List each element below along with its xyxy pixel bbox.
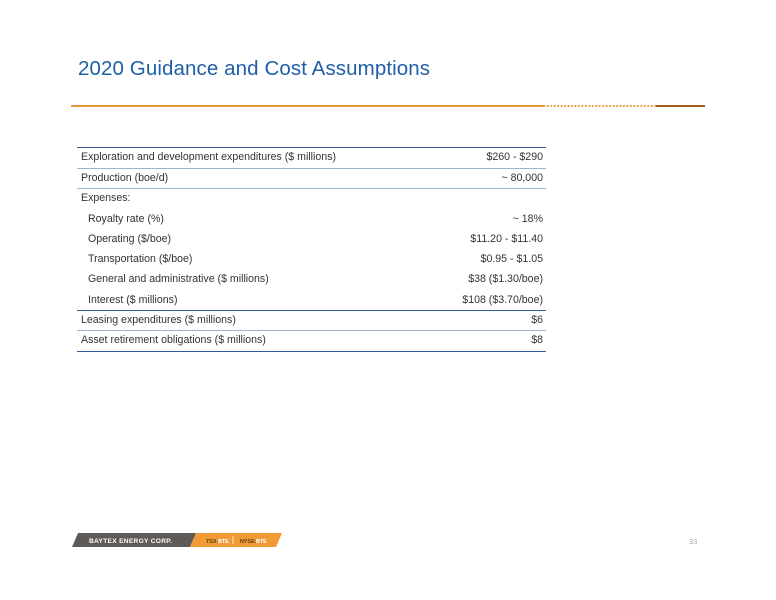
table-row — [77, 330, 546, 351]
table-row-section-header — [77, 188, 546, 209]
row-label: Transportation ($/boe) — [88, 253, 193, 266]
row-value: $11.20 - $11.40 — [470, 232, 543, 245]
row-label: Leasing expenditures ($ millions) — [81, 313, 236, 326]
table-row — [77, 290, 546, 310]
table-row — [77, 148, 546, 168]
row-value: $6 — [531, 313, 543, 326]
tsx-prefix: TSX: — [206, 538, 219, 545]
row-value: $38 ($1.30/boe) — [468, 273, 543, 286]
row-value: $8 — [531, 334, 543, 347]
title-underline-hatch — [544, 105, 656, 107]
nyse-ticker: BTE — [256, 538, 267, 545]
table-row — [77, 249, 546, 269]
table-row — [77, 168, 546, 189]
banner-orange-band — [190, 533, 282, 547]
nyse-prefix: NYSE: — [240, 538, 257, 545]
row-label: Exploration and development expenditures ($ millions) — [81, 151, 336, 163]
row-label: Royalty rate (%) — [88, 212, 164, 225]
table-row — [77, 209, 546, 229]
title-underline — [71, 105, 544, 107]
tsx-ticker: BTE — [218, 538, 229, 545]
page-number: 33 — [689, 537, 698, 546]
row-value: ~ 18% — [512, 212, 543, 225]
slide-title: 2020 Guidance and Cost Assumptions — [78, 57, 431, 80]
row-value: ~ 80,000 — [501, 171, 543, 184]
row-label: Operating ($/boe) — [88, 232, 172, 245]
company-name: BAYTEX ENERGY CORP. — [89, 538, 173, 545]
guidance-table — [77, 147, 546, 352]
row-label: General and administrative ($ millions) — [88, 273, 269, 286]
row-label: Production (boe/d) — [81, 171, 169, 184]
table-row — [77, 229, 546, 249]
title-underline-end — [656, 105, 705, 107]
row-value: $108 ($3.70/boe) — [462, 293, 543, 306]
table-row — [77, 310, 546, 331]
row-value: $0.95 - $1.05 — [480, 253, 543, 266]
row-label: Interest ($ millions) — [88, 293, 178, 306]
row-value: $260 - $290 — [486, 151, 543, 163]
company-banner — [72, 533, 282, 547]
table-row — [77, 269, 546, 289]
row-label: Expenses: — [81, 192, 131, 204]
row-label: Asset retirement obligations ($ millions) — [81, 334, 266, 347]
